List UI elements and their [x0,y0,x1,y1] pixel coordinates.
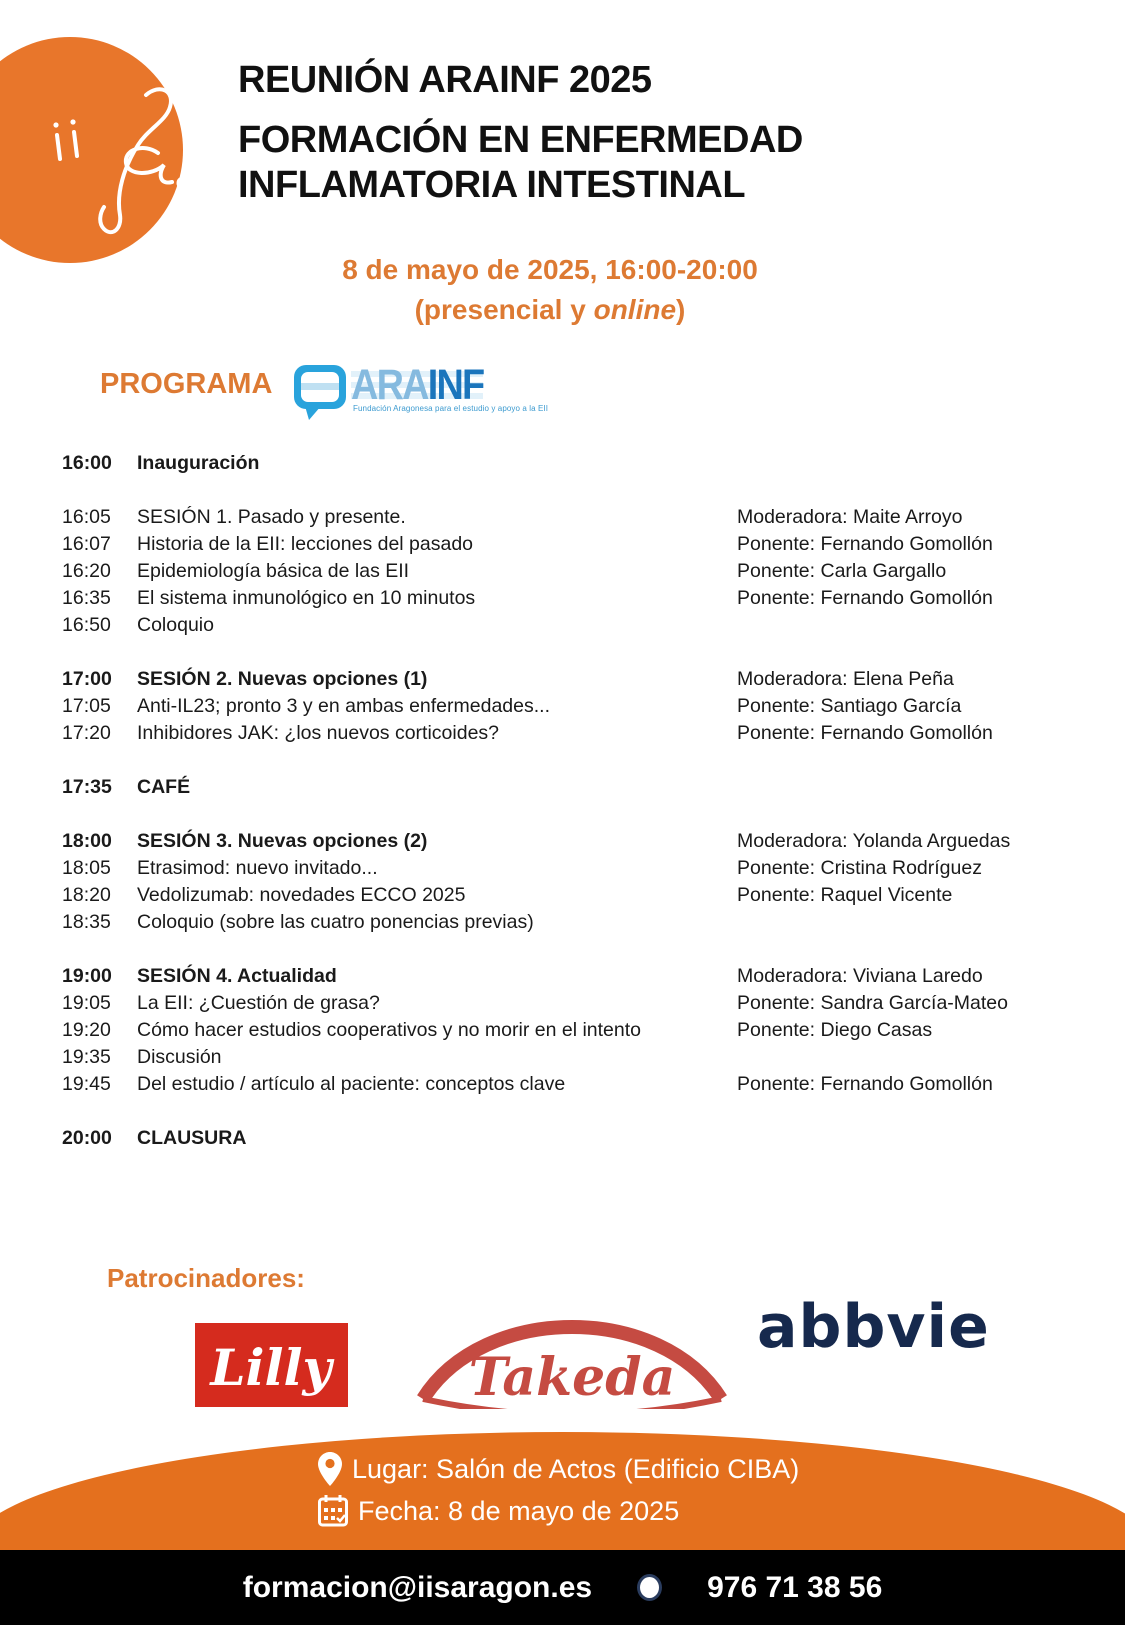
schedule-time: 19:00 [62,965,112,987]
schedule-section [62,774,1072,801]
schedule-title: Inauguración [137,452,260,474]
schedule-row [62,585,1072,612]
schedule-speaker: Moderadora: Elena Peña [737,668,954,690]
schedule-speaker: Ponente: Diego Casas [737,1019,933,1041]
schedule-row [62,990,1072,1017]
phone-dot-icon [637,1574,662,1601]
schedule-time: 20:00 [62,1127,112,1149]
schedule-title: SESIÓN 2. Nuevas opciones (1) [137,668,428,690]
schedule-row [62,1044,1072,1071]
venue-location-text: Lugar: Salón de Actos (Edificio CIBA) [352,1453,800,1484]
schedule-time: 18:05 [62,857,111,879]
schedule-title: Coloquio (sobre las cuatro ponencias previas) [137,911,534,933]
schedule-time: 16:20 [62,560,111,582]
schedule-section [62,450,1072,477]
schedule-time: 19:45 [62,1073,111,1095]
schedule-title: El sistema inmunológico en 10 minutos [137,587,476,609]
schedule-time: 17:20 [62,722,111,744]
svg-text:Lilly: Lilly [210,1338,332,1397]
schedule-speaker: Ponente: Fernando Gomollón [737,587,993,609]
schedule-time: 16:07 [62,533,111,555]
contact-email: formacion@iisaragon.es [242,1570,593,1604]
schedule-time: 16:35 [62,587,111,609]
schedule-speaker: Ponente: Santiago García [737,695,962,717]
schedule-row [62,1017,1072,1044]
schedule-title: Coloquio [137,614,214,636]
title-line-3: INFLAMATORIA INTESTINAL [238,164,746,206]
takeda-logo [413,1295,731,1409]
schedule-title: Epidemiología básica de las EII [137,560,410,582]
sponsors-heading: Patrocinadores: [107,1263,305,1293]
schedule-section [62,828,1072,936]
schedule-speaker: Moderadora: Yolanda Arguedas [737,830,1011,852]
schedule-time: 19:20 [62,1019,111,1041]
schedule-speaker: Ponente: Raquel Vicente [737,884,953,906]
schedule-row [62,1125,1072,1152]
schedule-time: 19:35 [62,1046,111,1068]
schedule-speaker: Ponente: Fernando Gomollón [737,1073,993,1095]
schedule-time: 18:20 [62,884,111,906]
schedule-row [62,774,1072,801]
schedule-title: Historia de la EII: lecciones del pasado [137,533,474,555]
schedule-title: Vedolizumab: novedades ECCO 2025 [137,884,466,906]
title-line-1: REUNIÓN ARAINF 2025 [238,59,652,101]
schedule-row [62,693,1072,720]
date-line: 8 de mayo de 2025, 16:00-20:00 [342,254,758,285]
schedule-row [62,1071,1072,1098]
title-line-2: FORMACIÓN EN ENFERMEDAD [238,119,803,161]
schedule-row [62,450,1072,477]
event-datetime [240,250,860,330]
schedule-time: 17:35 [62,776,112,798]
speech-bubble-icon [293,364,349,420]
contact-footer [0,1550,1125,1625]
schedule-title: Etrasimod: nuevo invitado... [137,857,378,879]
schedule-row [62,612,1072,639]
schedule-time: 17:00 [62,668,112,690]
schedule-time: 16:05 [62,506,111,528]
schedule-title: Discusión [137,1046,222,1068]
arainf-tagline: Fundación Aragonesa para el estudio y apoyo a la EII [353,404,549,413]
schedule-row [62,909,1072,936]
schedule-time: 16:50 [62,614,111,636]
schedule-row [62,558,1072,585]
schedule-speaker: Ponente: Sandra García-Mateo [737,992,1008,1014]
programa-heading: PROGRAMA [100,368,273,400]
schedule-row [62,828,1072,855]
schedule-time: 18:35 [62,911,111,933]
schedule-section [62,504,1072,639]
venue-date-row [318,1490,799,1532]
svg-text:Takeda: Takeda [468,1347,676,1408]
schedule-time: 19:05 [62,992,111,1014]
schedule-row [62,882,1072,909]
schedule-title: CLAUSURA [137,1127,247,1149]
schedule-title: La EII: ¿Cuestión de grasa? [137,992,380,1014]
schedule-row [62,504,1072,531]
schedule-time: 18:00 [62,830,112,852]
schedule-speaker: Ponente: Fernando Gomollón [737,722,993,744]
venue-date-text: Fecha: 8 de mayo de 2025 [358,1495,680,1526]
schedule-row [62,720,1072,747]
calendar-icon [318,1495,348,1527]
schedule-section [62,963,1072,1098]
schedule-speaker: Ponente: Fernando Gomollón [737,533,993,555]
schedule-title: SESIÓN 3. Nuevas opciones (2) [137,830,428,852]
schedule [62,450,1072,1179]
schedule-speaker: Moderadora: Viviana Laredo [737,965,983,987]
schedule-title: Inhibidores JAK: ¿los nuevos corticoides? [137,722,500,744]
schedule-title: Anti-IL23; pronto 3 y en ambas enfermedades... [137,695,550,717]
schedule-speaker: Ponente: Cristina Rodríguez [737,857,982,879]
schedule-row [62,531,1072,558]
schedule-speaker: Moderadora: Maite Arroyo [737,506,963,528]
iisaragon-logo-icon [0,33,195,271]
schedule-row [62,963,1072,990]
schedule-time: 17:05 [62,695,111,717]
schedule-title: SESIÓN 1. Pasado y presente. [137,506,406,528]
schedule-title: CAFÉ [137,776,191,798]
schedule-title: SESIÓN 4. Actualidad [137,965,337,987]
map-pin-icon [318,1452,342,1486]
mode-online: online [593,294,677,325]
schedule-row [62,855,1072,882]
schedule-section [62,666,1072,747]
arainf-logo [293,358,549,420]
schedule-row [62,666,1072,693]
schedule-title: Del estudio / artículo al paciente: conceptos clave [137,1073,566,1095]
abbvie-logo: abbvie [757,1292,990,1362]
mode-line: (presencial y online) [414,294,686,325]
contact-phone: 976 71 38 56 [707,1570,883,1604]
schedule-time: 16:00 [62,452,112,474]
schedule-section [62,1125,1072,1152]
schedule-speaker: Ponente: Carla Gargallo [737,560,947,582]
schedule-title: Cómo hacer estudios cooperativos y no morir en el intento [137,1019,642,1041]
page-title [238,58,803,208]
venue-block [318,1448,799,1532]
venue-location-row [318,1448,799,1490]
arainf-wordmark: ARAINF [351,361,484,409]
lilly-logo [195,1323,348,1407]
